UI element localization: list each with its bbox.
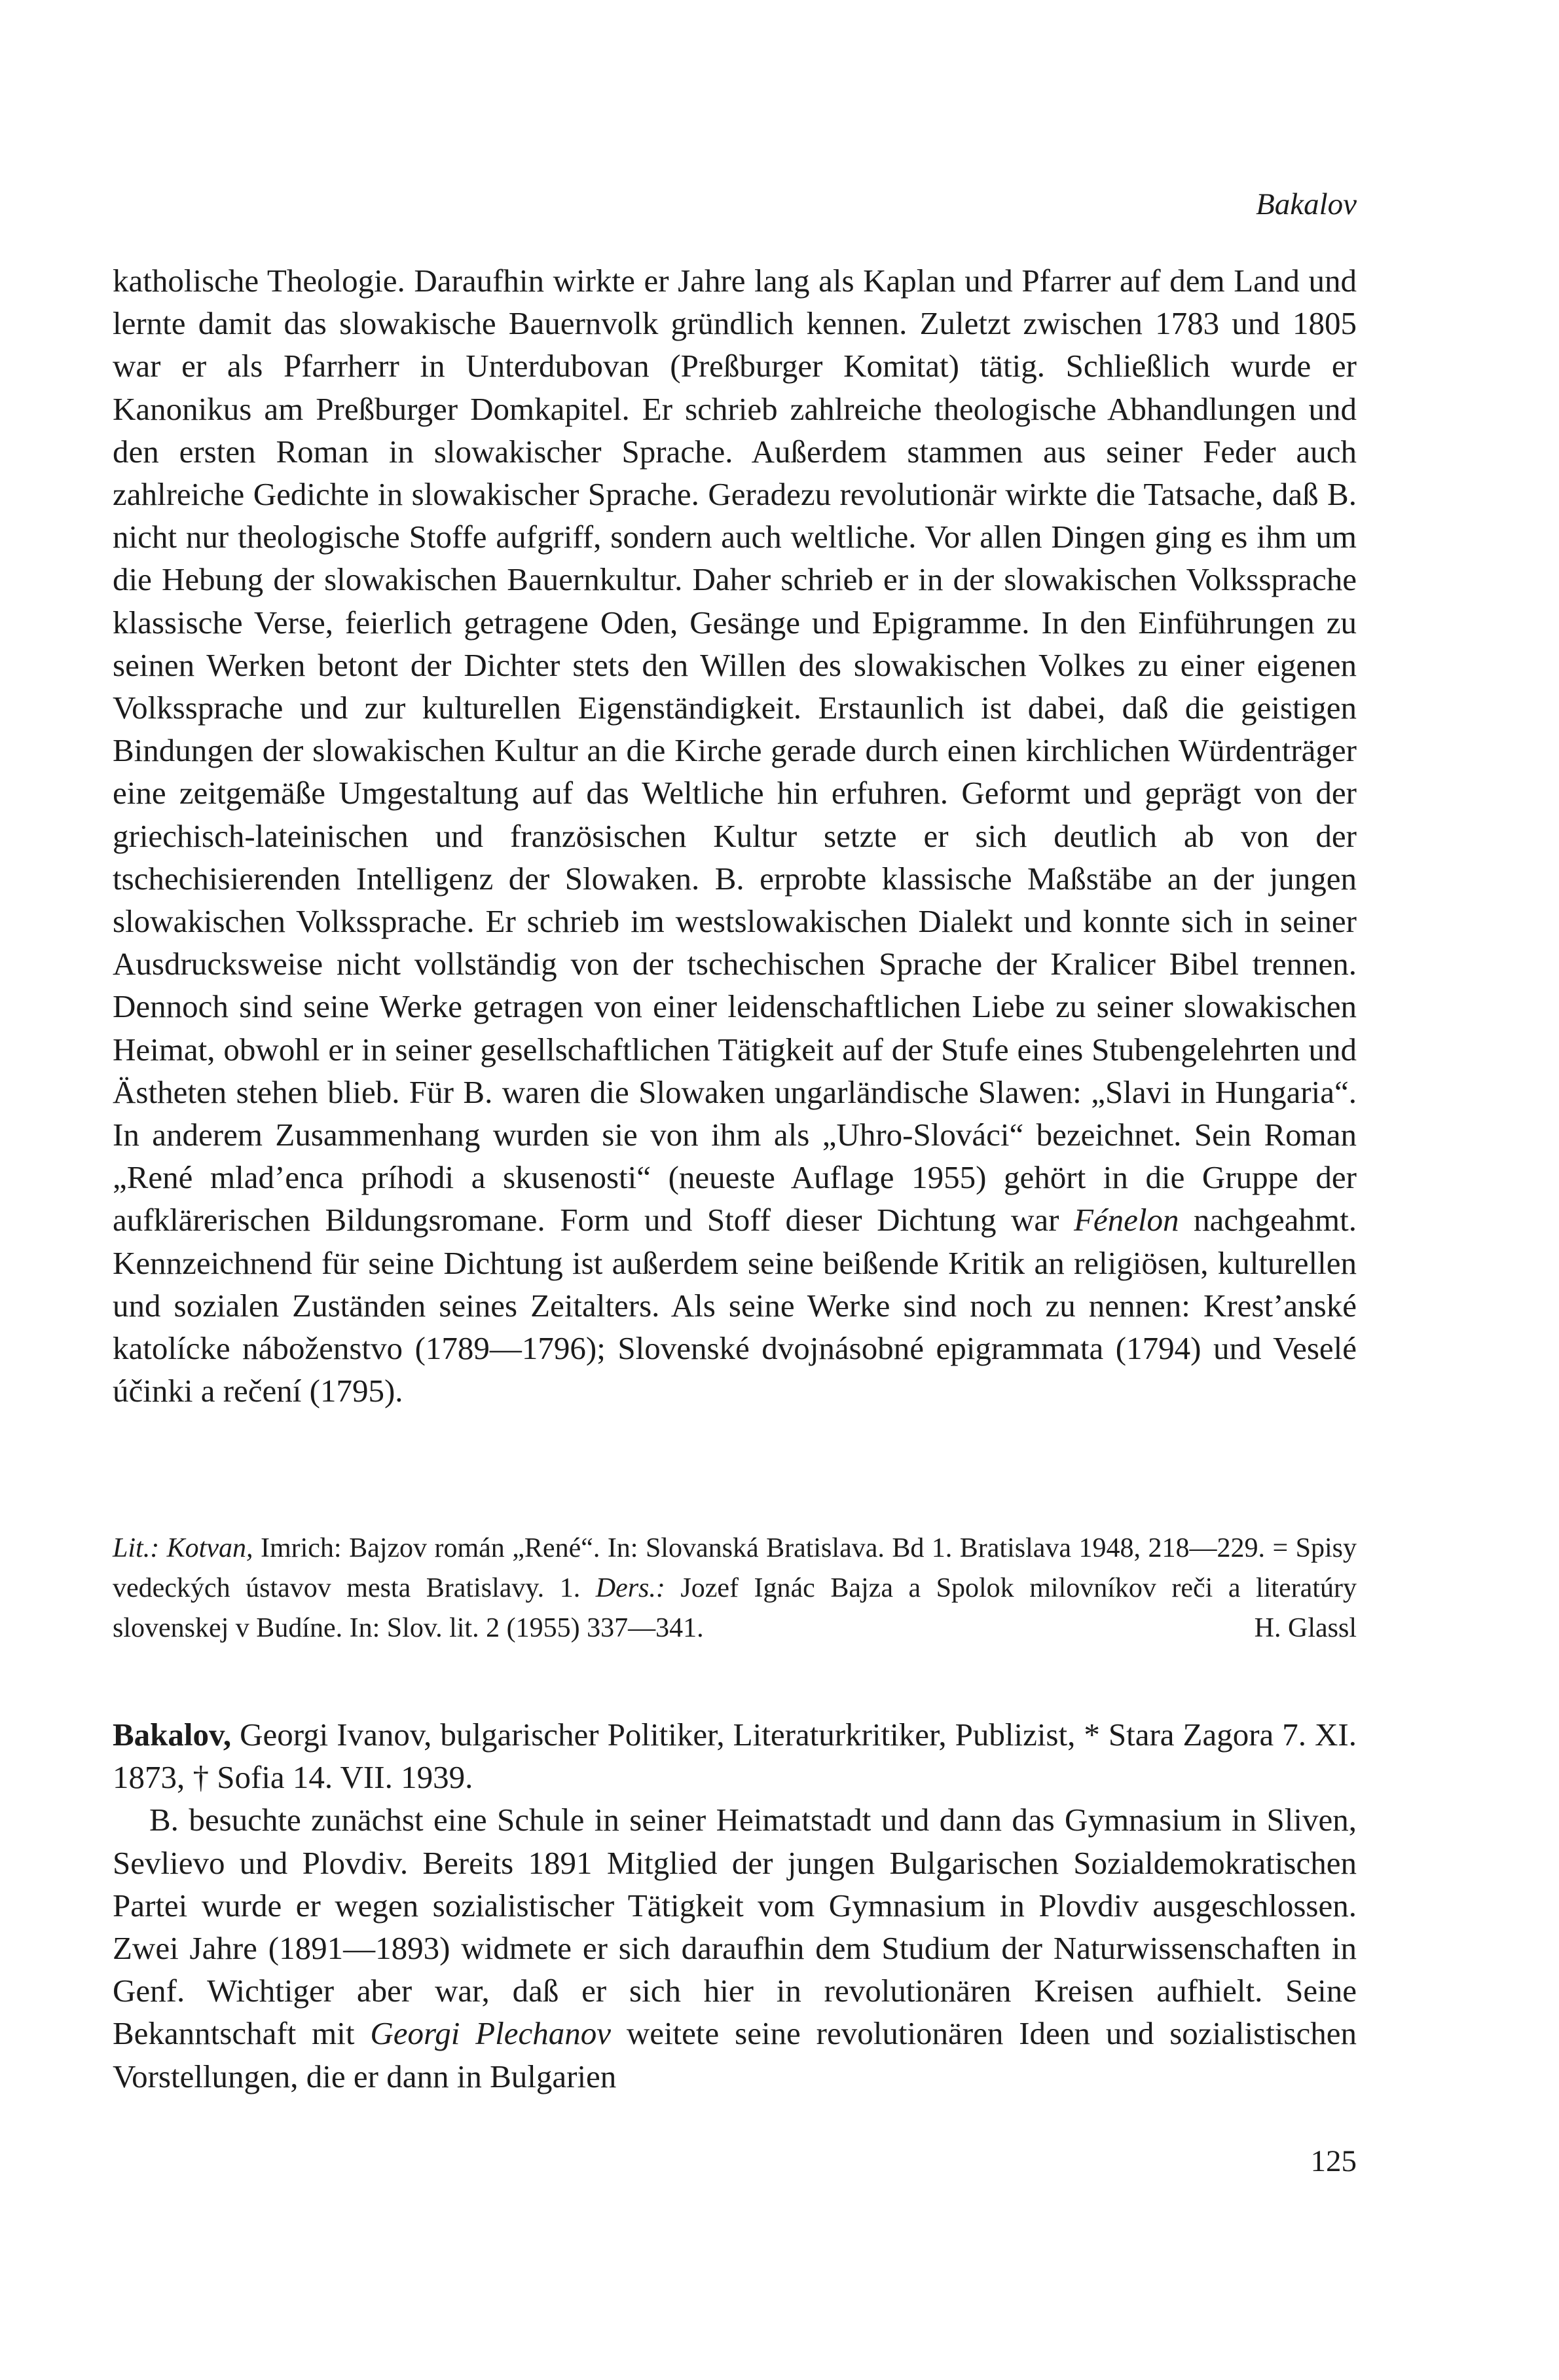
document-page [113,0,1357,2380]
headword: Bakalov, [113,1717,232,1753]
entry-paragraph [113,1798,1357,2097]
page-number: 125 [1310,2144,1357,2178]
lit-ders: Ders.: [595,1573,665,1603]
running-head: Bakalov [1256,187,1357,221]
entry-header-text: Georgi Ivanov, bulgarischer Politiker, Literaturkritiker, Publizist, * Stara Zagora 7. XI. 1873, † Sofia 14. VII. 1939. [113,1717,1357,1796]
entry-body-end: nachgeahmt. Kennzeichnend für seine Dichtung ist außerdem seine beißende Kritik an religiösen, kulturellen und sozialen Zuständen seines Zeitalters. Als seine Werke sind noch zu nennen: Krest’anské katolícke náboženstvo (1789—1796); Slovenské dvojnásobné epigrammata (1794) und Veselé účinki a rečení (1795). [113,1202,1357,1409]
entry-bakalov [113,1713,1357,2098]
literature-references [113,1529,1357,1648]
lit-text-1: Imrich: Bajzov román „René“. In: Slovanská Bratislava. Bd 1. Bratislava 1948, 218—229. = Spisy vedeckých ústavov mesta Bratislavy. 1. [113,1533,1357,1603]
lit-label: Lit.: [113,1533,160,1563]
entry-paragraph-end: weitete seine revolutionären Ideen und sozialistischen Vorstellungen, die er dann in Bulgarien [113,2015,1357,2094]
entry-body [113,259,1357,1412]
entry-body-italic: Fénelon [1073,1202,1179,1238]
entry-header [113,1713,1357,1798]
lit-author: Kotvan, [166,1533,253,1563]
entry-paragraph-text: B. besuchte zunächst eine Schule in seiner Heimatstadt und dann das Gymnasium in Sliven, Sevlievo und Plovdiv. Bereits 1891 Mitglied der jungen Bulgarischen Sozialdemokratischen Partei wurde er wegen sozialistischer Tätigkeit vom Gymnasium in Plovdiv ausgeschlossen. Zwei Jahre (1891—1893) widmete er sich daraufhin dem Studium der Naturwissenschaften in Genf. Wichtiger aber war, daß er sich hier in revolutionären Kreisen aufhielt. Seine Bekanntschaft mit [113,1802,1357,2052]
lit-text-2: Jozef Ignác Bajza a Spolok milovníkov reči a literatúry slovenskej v Budíne. In: Slov. lit. 2 (1955) 337—341. [113,1573,1357,1643]
entry-paragraph-italic: Georgi Plechanov [370,2015,611,2052]
entry-body-text: katholische Theologie. Daraufhin wirkte er Jahre lang als Kaplan und Pfarrer auf dem Land und lernte damit das slowakische Bauernvolk gründlich kennen. Zuletzt zwischen 1783 und 1805 war er als Pfarrherr in Unterdubovan (Preßburger Komitat) tätig. Schließlich wurde er Kanonikus am Preßburger Domkapitel. Er schrieb zahlreiche theologische Abhandlungen und den ersten Roman in slowakischer Sprache. Außerdem stammen aus seiner Feder auch zahlreiche Gedichte in slowakischer Sprache. Geradezu revolutionär wirkte die Tatsache, daß B. nicht nur theologische Stoffe aufgriff, sondern auch weltliche. Vor allen Dingen ging es ihm um die Hebung der slowakischen Bauernkultur. Daher schrieb er in der slowakischen Volkssprache klassische Verse, feierlich getragene Oden, Gesänge und Epigramme. In den Einführungen zu seinen Werken betont der Dichter stets den Willen des slowakischen Volkes zu einer eigenen Volkssprache und zur kulturellen Eigenständigkeit. Erstaunlich ist dabei, daß die geistigen Bindungen der slowakischen Kultur an die Kirche gerade durch einen kirchlichen Würdenträger eine zeitgemäße Umgestaltung auf das Weltliche hin erfuhren. Geformt und geprägt von der griechisch-lateinischen und französischen Kultur setzte er sich deutlich ab von der tschechisierenden Intelligenz der Slowaken. B. erprobte klassische Maßstäbe an der jungen slowakischen Volkssprache. Er schrieb im westslowakischen Dialekt und konnte sich in seiner Ausdrucksweise nicht vollständig von der tschechischen Sprache der Kralicer Bibel trennen. Dennoch sind seine Werke getragen von einer leidenschaftlichen Liebe zu seiner slowakischen Heimat, obwohl er in seiner gesellschaftlichen Tätigkeit auf der Stufe eines Stubengelehrten und Ästheten stehen blieb. Für B. waren die Slowaken ungarländische Slawen: „Slavi in Hungaria“. In anderem Zusammenhang wurden sie von ihm als „Uhro-Slováci“ bezeichnet. Sein Roman „René mlad’enca príhodi a skusenosti“ (neueste Auflage 1955) gehört in die Gruppe der aufklärerischen Bildungsromane. Form und Stoff dieser Dichtung war [113,263,1357,1238]
author-signature: H. Glassl [1254,1613,1357,1643]
